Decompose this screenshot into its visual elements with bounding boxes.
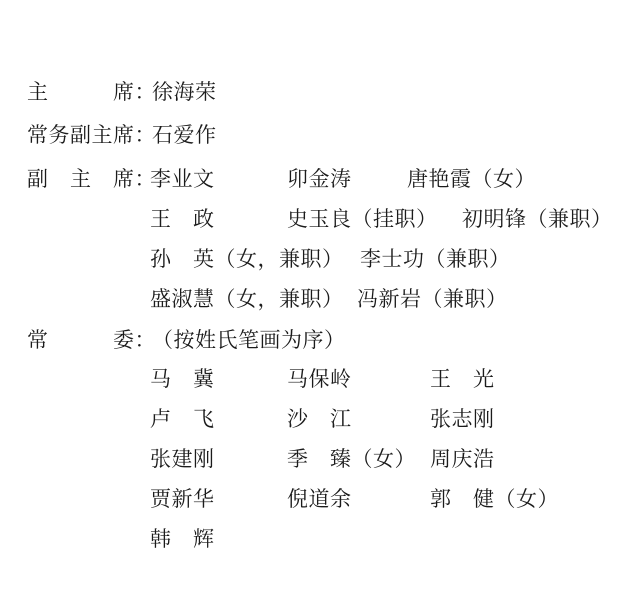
roster-line [0,80,637,106]
person-name: 徐海荣 [152,80,217,104]
person-name: 史玉良（挂职） [287,207,438,231]
person-name: 张志刚 [430,407,495,431]
person-name: 马保岭 [287,367,352,391]
person-name: 盛淑慧（女，兼职） [150,287,344,311]
person-name: 沙 江 [287,407,352,431]
person-name: 郭 健（女） [430,487,559,511]
roster-line [0,527,637,553]
roster-line [0,487,637,513]
role-label: 常 委： [27,328,156,352]
person-name: 唐艳霞（女） [407,167,536,191]
person-name: 卯金涛 [287,167,352,191]
roster-line [0,407,637,433]
role-label: 常务副主席： [27,123,156,147]
person-name: 贾新华 [150,487,215,511]
roster-line [0,207,637,233]
person-name: 王 政 [150,207,215,231]
roster-line [0,123,637,149]
roster-line [0,447,637,473]
roster-line [0,247,637,273]
person-name: 季 臻（女） [287,447,416,471]
person-name: 倪道余 [287,487,352,511]
person-name: 张建刚 [150,447,215,471]
role-label: 副 主 席： [27,167,156,191]
sort-order-note: （按姓氏笔画为序） [152,328,346,352]
person-name: 韩 辉 [150,527,215,551]
roster-line [0,167,637,193]
person-name: 马 冀 [150,367,215,391]
person-name: 冯新岩（兼职） [357,287,508,311]
roster-line [0,367,637,393]
person-name: 石爱作 [152,123,217,147]
person-name: 李士功（兼职） [360,247,511,271]
person-name: 李业文 [150,167,215,191]
roster-line [0,328,637,354]
person-name: 初明锋（兼职） [462,207,613,231]
role-label: 主 席： [27,80,156,104]
roster-line [0,287,637,313]
person-name: 卢 飞 [150,407,215,431]
person-name: 王 光 [430,367,495,391]
person-name: 周庆浩 [430,447,495,471]
person-name: 孙 英（女，兼职） [150,247,344,271]
